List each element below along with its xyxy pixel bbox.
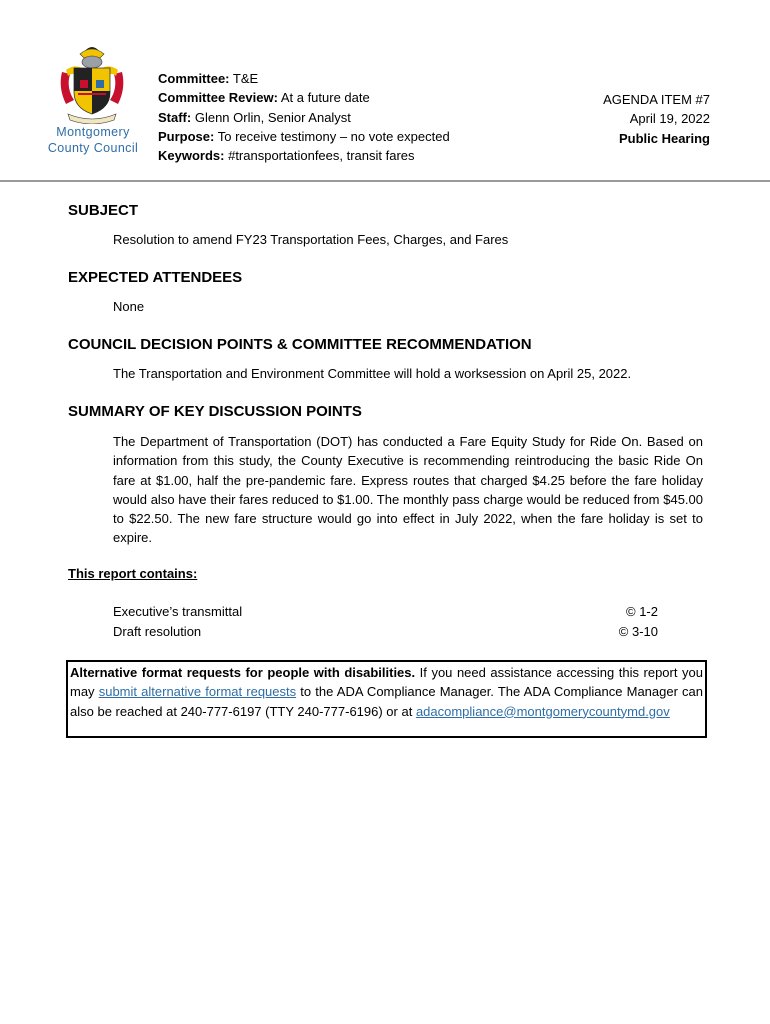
purpose-value: To receive testimony – no vote expected <box>217 128 450 144</box>
attendees-text: None <box>113 299 145 314</box>
agenda-block <box>603 90 710 148</box>
contents-label: This report contains: <box>68 566 198 581</box>
meta-committee <box>158 69 450 88</box>
committee-value: T&E <box>232 71 259 86</box>
agenda-date: April 19, 2022 <box>629 111 710 127</box>
decision-text: The Transportation and Environment Committee will hold a worksession on April 25, 2022. <box>113 366 632 381</box>
org-name <box>40 124 146 156</box>
subject-text: Resolution to amend FY23 Transportation Fees, Charges, and Fares <box>113 232 509 247</box>
contents-item-pages: © 1-2 <box>626 604 658 619</box>
meta-staff <box>158 108 450 127</box>
contents-list <box>113 602 658 641</box>
keywords-value: #transportationfees, transit fares <box>228 148 415 164</box>
contents-item-pages: © 3-10 <box>618 623 658 639</box>
org-name-line2: County Council <box>47 141 139 155</box>
contents-row <box>113 622 658 642</box>
meta-block <box>158 69 450 165</box>
subject-heading: SUBJECT <box>68 202 139 219</box>
contents-row <box>113 602 658 622</box>
header-divider <box>0 180 770 182</box>
meta-keywords <box>158 146 450 165</box>
review-value: At a future date <box>280 90 370 106</box>
meta-purpose <box>158 127 450 146</box>
accessibility-notice <box>66 660 707 738</box>
summary-text: The Department of Transportation (DOT) has conducted a Fare Equity Study for Ride On. Based on information from this study, the County Executive is recommending reintroducing the basic Ride On fare at $1.00, half the pre-pandemic fare. Express routes that charged $4.25 before the fare holiday would also have their fares reduced to $1.00. The monthly pass charge would be reduced from $45.00 to $22.50. The new fare structure would go into effect in July 2022, when the fare holiday is set to expire. <box>113 434 703 546</box>
decision-heading: COUNCIL DECISION POINTS & COMMITTEE RECOMMENDATION <box>68 336 532 353</box>
contents-item-name: Executive’s transmittal <box>113 604 243 619</box>
notice-text-2: to the ADA Compliance Manager. The ADA Compliance Manager can also be reached at 240-777-6197 (TTY 240-777-6196) or at <box>70 684 704 719</box>
keywords-label: Keywords: <box>158 148 225 164</box>
org-name-line1: Montgomery <box>56 125 130 139</box>
hearing-type: Public Hearing <box>618 130 710 146</box>
purpose-label: Purpose: <box>158 128 215 144</box>
contents-item-name: Draft resolution <box>113 623 202 639</box>
meta-review <box>158 88 450 107</box>
notice-lead: Alternative format requests for people with disabilities. <box>70 665 416 680</box>
alternative-format-link[interactable]: submit alternative format requests <box>98 684 297 700</box>
notice-text-1: If you need assistance accessing this report you may <box>70 665 703 700</box>
staff-value: Glenn Orlin, Senior Analyst <box>194 109 351 125</box>
ada-email-link[interactable]: adacompliance@montgomerycountymd.gov <box>415 703 670 719</box>
summary-heading: SUMMARY OF KEY DISCUSSION POINTS <box>68 403 362 420</box>
agenda-item: AGENDA ITEM #7 <box>603 92 710 107</box>
review-label: Committee Review: <box>158 90 278 106</box>
county-seal-icon <box>54 42 130 124</box>
staff-label: Staff: <box>158 109 192 125</box>
committee-label: Committee: <box>158 71 230 86</box>
header <box>0 0 770 182</box>
attendees-heading: EXPECTED ATTENDEES <box>68 269 243 286</box>
